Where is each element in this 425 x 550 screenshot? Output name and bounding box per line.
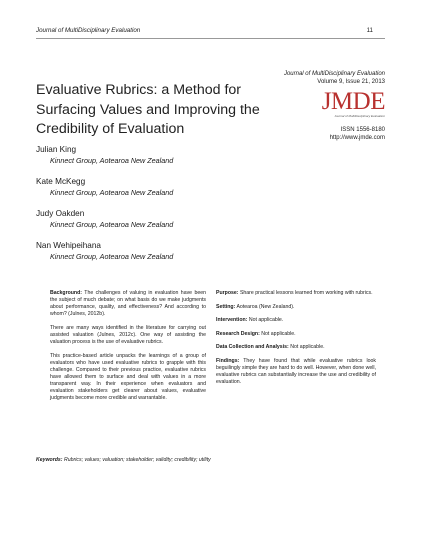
journal-volume: Volume 9, Issue 21, 2013 (317, 78, 385, 85)
background-label: Background: (50, 290, 82, 296)
keywords-label: Keywords: (36, 457, 63, 463)
background-text: The challenges of valuing in evaluation have been the subject of much debate; on what basis do we make judgments about performance, quality, and effectiveness? And according to whom? (Julnes, 2012b). (50, 290, 206, 318)
author-name: Nan Wehipeihana (36, 241, 101, 250)
author-affiliation: Kinnect Group, Aotearoa New Zealand (50, 188, 174, 197)
design-text: Not applicable. (261, 330, 296, 337)
header-divider (36, 38, 385, 39)
abstract-paragraph: This practice-based article unpacks the learnings of a group of evaluators who have used evaluative rubrics to grapple with this challenge. Compared to their previous practice, evaluative rubrics have allowed them to surface and deal with values in a more transparent way. In their experience when evaluators and evaluation stakeholders get clearer about values, evaluative judgments become more credible and warrantable. (50, 352, 206, 402)
jmde-logo: JMDE (321, 88, 385, 115)
issn: ISSN 1556-8180 (340, 127, 385, 133)
abstract-paragraph: There are many ways identified in the literature for carrying out assisted valuation (Julnes, 2012c). One way of assisting the valuation process is the use of evaluative rubrics. (50, 324, 206, 346)
data-label: Data Collection and Analysis: (216, 344, 289, 351)
intervention-label: Intervention: (216, 317, 248, 324)
journal-name: Journal of MultiDisciplinary Evaluation (283, 71, 385, 77)
background-paragraph (50, 290, 206, 318)
setting-paragraph (216, 304, 376, 311)
abstract-left-column (50, 290, 206, 409)
data-paragraph (216, 344, 376, 351)
setting-text: Aotearoa (New Zealand). (236, 303, 295, 310)
setting-label: Setting: (216, 303, 236, 310)
data-text: Not applicable. (290, 344, 325, 351)
author-affiliation: Kinnect Group, Aotearoa New Zealand (50, 156, 174, 165)
author-name: Judy Oakden (36, 209, 85, 218)
article-title: Evaluative Rubrics: a Method for Surfacing Values and Improving the Credibility of Evaluation (36, 82, 260, 137)
author-name: Kate McKegg (36, 177, 86, 186)
findings-text: They have found that while evaluative rubrics look beguilingly simple they are hard to do well. However, when done well, evaluative rubrics can substantially increase the use and credibility of evaluation. (216, 357, 376, 386)
intervention-paragraph (216, 317, 376, 324)
findings-paragraph (216, 358, 376, 386)
keywords-line (36, 457, 211, 463)
findings-label: Findings: (216, 357, 240, 364)
design-label: Research Design: (216, 330, 260, 337)
page-number: 11 (366, 27, 373, 34)
journal-url[interactable]: http://www.jmde.com (329, 135, 385, 141)
journal-info (284, 71, 385, 86)
jmde-logo-subtitle: Journal of MultiDisciplinary Evaluation (334, 114, 385, 118)
purpose-paragraph (216, 290, 376, 297)
running-header-journal: Journal of MultiDisciplinary Evaluation (36, 27, 141, 34)
intervention-text: Not applicable. (248, 317, 284, 324)
author-name: Julian King (36, 145, 77, 154)
purpose-text: Share practical lessons learned from working with rubrics. (239, 290, 373, 296)
issn-block (330, 126, 385, 142)
author-affiliation: Kinnect Group, Aotearoa New Zealand (50, 252, 174, 261)
design-paragraph (216, 331, 376, 338)
keywords-text: Rubrics; values; valuation; stakeholder; validity; credibility; utility (63, 457, 211, 463)
author-affiliation: Kinnect Group, Aotearoa New Zealand (50, 220, 174, 229)
abstract-right-column (216, 290, 376, 393)
purpose-label: Purpose: (216, 290, 239, 296)
